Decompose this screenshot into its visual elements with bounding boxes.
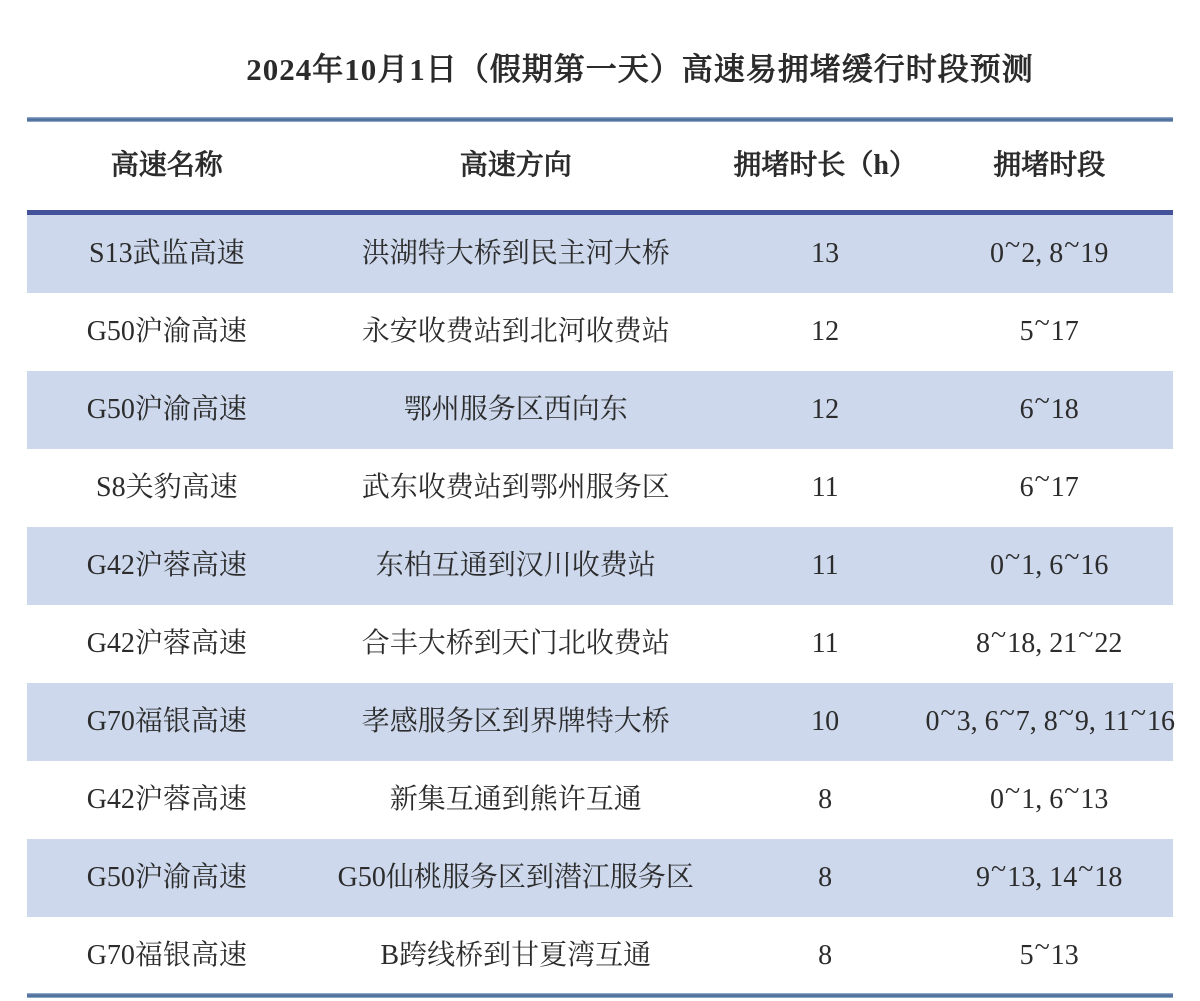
table-row xyxy=(27,215,1173,293)
table-row xyxy=(27,527,1173,605)
cell-highway-direction: 鄂州服务区西向东 xyxy=(403,394,628,426)
header-congestion-duration: 拥堵时长（h） xyxy=(733,150,917,182)
cell-highway-direction: 洪湖特大桥到民主河大桥 xyxy=(361,238,670,270)
cell-congestion-duration: 13 xyxy=(811,238,840,270)
cell-highway-direction: G50仙桃服务区到潜江服务区 xyxy=(337,862,694,894)
cell-highway-name: G50沪渝高速 xyxy=(86,862,247,894)
cell-congestion-period: 8~18, 21~22 xyxy=(976,619,1123,660)
cell-congestion-period: 5~17 xyxy=(1019,307,1079,348)
cell-highway-direction: 合丰大桥到天门北收费站 xyxy=(361,628,670,660)
table-row xyxy=(27,761,1173,839)
cell-congestion-duration: 10 xyxy=(811,706,840,738)
cell-congestion-period: 9~13, 14~18 xyxy=(976,853,1123,894)
cell-congestion-period: 0~1, 6~13 xyxy=(990,775,1109,816)
cell-highway-name: S13武监高速 xyxy=(89,238,245,270)
cell-congestion-duration: 11 xyxy=(811,628,839,660)
cell-highway-name: G50沪渝高速 xyxy=(86,394,247,426)
cell-congestion-duration: 8 xyxy=(818,784,833,816)
header-congestion-period: 拥堵时段 xyxy=(993,150,1106,182)
cell-highway-name: S8关豹高速 xyxy=(96,472,238,504)
table-row xyxy=(27,683,1176,761)
cell-congestion-period: 0~3, 6~7, 8~9, 11~16 xyxy=(925,697,1176,738)
cell-highway-direction: 东柏互通到汉川收费站 xyxy=(375,550,656,582)
cell-highway-direction: B跨线桥到甘夏湾互通 xyxy=(380,940,652,972)
table-row xyxy=(27,371,1173,449)
cell-congestion-duration: 8 xyxy=(818,940,833,972)
cell-highway-name: G42沪蓉高速 xyxy=(86,550,247,582)
cell-highway-direction: 永安收费站到北河收费站 xyxy=(361,316,670,348)
cell-congestion-duration: 12 xyxy=(811,394,840,426)
cell-congestion-period: 0~1, 6~16 xyxy=(990,541,1109,582)
page-title: 2024年10月1日（假期第一天）高速易拥堵缓行时段预测 xyxy=(246,52,1034,87)
cell-highway-direction: 孝感服务区到界牌特大桥 xyxy=(361,706,670,738)
cell-congestion-period: 6~18 xyxy=(1019,385,1079,426)
header-highway-direction: 高速方向 xyxy=(459,150,572,182)
cell-congestion-duration: 11 xyxy=(811,472,839,504)
cell-congestion-duration: 12 xyxy=(811,316,840,348)
cell-congestion-period: 6~17 xyxy=(1019,463,1079,504)
table-row xyxy=(27,293,1173,371)
header-highway-name: 高速名称 xyxy=(110,150,223,182)
table-row xyxy=(27,917,1173,995)
forecast-table xyxy=(27,122,1176,995)
cell-congestion-duration: 8 xyxy=(818,862,833,894)
table-body xyxy=(27,215,1176,995)
cell-highway-name: G42沪蓉高速 xyxy=(86,784,247,816)
cell-highway-name: G70福银高速 xyxy=(86,940,247,972)
cell-congestion-period: 5~13 xyxy=(1019,931,1079,972)
table-header-row xyxy=(27,122,1173,215)
bottom-divider xyxy=(27,993,1173,998)
table-row xyxy=(27,449,1173,527)
cell-highway-direction: 武东收费站到鄂州服务区 xyxy=(361,472,670,504)
cell-highway-name: G50沪渝高速 xyxy=(86,316,247,348)
cell-highway-direction: 新集互通到熊许互通 xyxy=(389,784,642,816)
table-row xyxy=(27,839,1173,917)
table-row xyxy=(27,605,1173,683)
cell-congestion-duration: 11 xyxy=(811,550,839,582)
cell-highway-name: G70福银高速 xyxy=(86,706,247,738)
cell-congestion-period: 0~2, 8~19 xyxy=(990,229,1109,270)
cell-highway-name: G42沪蓉高速 xyxy=(86,628,247,660)
